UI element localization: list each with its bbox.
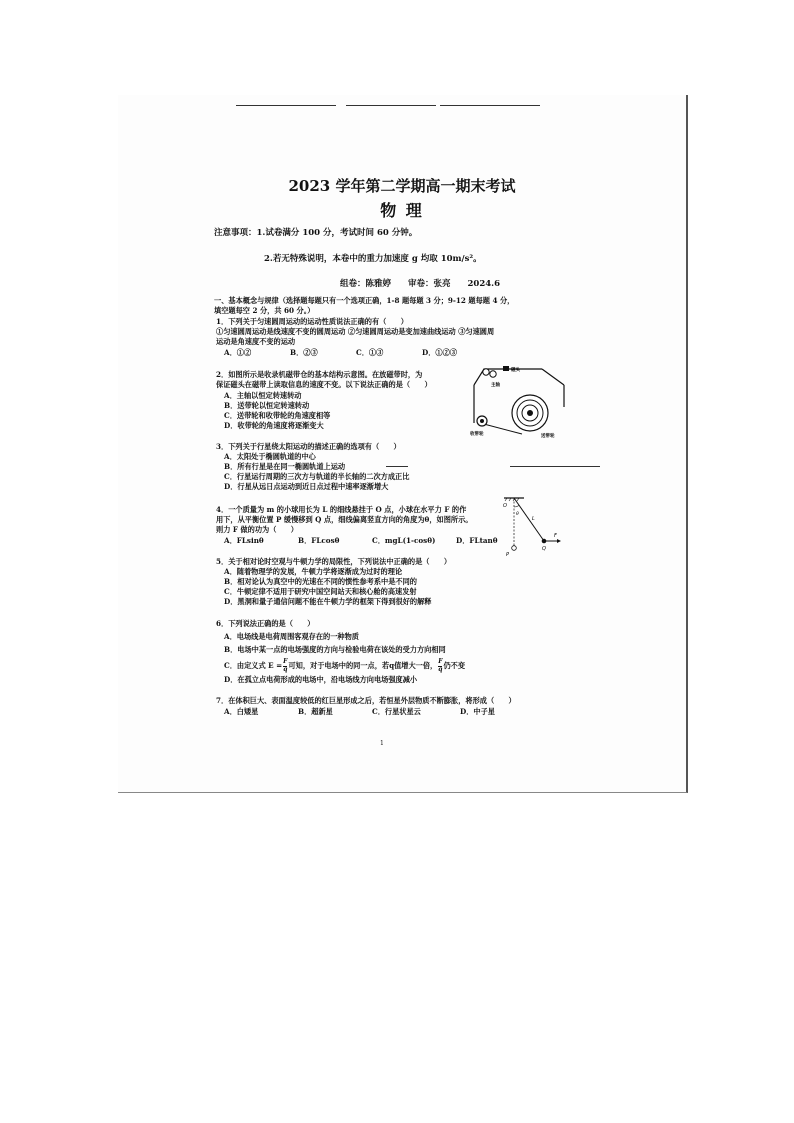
notice-2: 2.若无特殊说明，本卷中的重力加速度 g 均取 10m/s²。 xyxy=(264,254,482,264)
label-supply: 送带轮 xyxy=(541,434,555,439)
label-l: L xyxy=(532,516,535,522)
q3-option-d: D．行星从远日点运动到近日点过程中速率逐渐增大 xyxy=(224,482,389,491)
q1-line3: 运动是角速度不变的运动 xyxy=(216,337,296,346)
q7-option-c: C．行星状星云 xyxy=(372,707,421,716)
q2-option-d: D．收带轮的角速度将逐渐变大 xyxy=(224,421,324,430)
tape-deck-diagram xyxy=(464,363,572,443)
label-o: O xyxy=(503,503,507,509)
section-heading: 一、基本概念与规律（选择题每题只有一个选项正确，1-8 题每题 3 分；9-12 题每题 4 分， xyxy=(214,296,515,305)
label-f: F xyxy=(554,533,557,539)
q7-option-a: A．白矮星 xyxy=(224,707,259,716)
q1-line2: ①匀速圆周运动是线速度不变的圆周运动 ②匀速圆周运动是变加速曲线运动 ③匀速圆周 xyxy=(216,327,495,336)
q6-option-b: B．电场中某一点的电场强度的方向与检验电荷在该处的受力方向相同 xyxy=(224,645,446,654)
q4-line3: 则力 F 做的功为（ ） xyxy=(216,525,298,534)
q4-option-a: A．FLsinθ xyxy=(224,536,264,545)
label-head: 磁头 xyxy=(511,368,520,373)
notice-1: 注意事项：1.试卷满分 100 分，考试时间 60 分钟。 xyxy=(214,228,418,238)
label-q: Q xyxy=(542,546,546,552)
q1-option-c: C．①③ xyxy=(356,348,384,357)
scan-line xyxy=(346,105,436,106)
exam-sheet xyxy=(118,95,688,793)
q7-stem: 7．在体积巨大、表面温度较低的红巨星形成之后，若恒星外层物质不断膨胀，将形成（ ） xyxy=(216,696,516,705)
capstan-icon xyxy=(490,371,496,377)
q4-line1: 4．一个质量为 m 的小球用长为 L 的细线悬挂于 O 点，小球在水平力 F 的作 xyxy=(216,505,467,514)
section-heading-2: 填空题每空 2 分，共 60 分。） xyxy=(214,306,315,315)
q3-option-a: A．太阳处于椭圆轨道的中心 xyxy=(224,452,316,461)
ball-p-icon xyxy=(512,546,517,551)
guide-roller-icon xyxy=(483,369,489,375)
q5-option-b: B．相对论认为真空中的光速在不同的惯性参考系中是不同的 xyxy=(224,577,417,586)
q7-option-d: D．中子星 xyxy=(460,707,495,716)
scan-line xyxy=(236,105,336,106)
scan-mark xyxy=(510,466,600,467)
fraction-f-over-q-2: $\frac{F}{q}$ xyxy=(438,658,443,673)
q1-stem: 1．下列关于匀速圆周运动的运动性质说法正确的有（ ） xyxy=(216,317,408,326)
q1-option-a: A．①② xyxy=(224,348,252,357)
q2-option-c: C．送带轮和收带轮的角速度相等 xyxy=(224,411,331,420)
label-p: P xyxy=(506,552,510,557)
subject-title: 物 理 xyxy=(380,201,424,220)
q2-line1: 2．如图所示是收录机磁带仓的基本结构示意图。在放磁带时，为 xyxy=(216,370,423,379)
credits: 组卷：陈雅婷 审卷：张亮 2024.6 xyxy=(340,279,501,289)
q2-option-b: B．送带轮以恒定转速转动 xyxy=(224,401,310,410)
q5-option-d: D．黑洞和量子通信问题不能在牛顿力学的框架下得到很好的解释 xyxy=(224,597,432,606)
q6-option-d: D．在孤立点电荷形成的电场中，沿电场线方向电场强度减小 xyxy=(224,675,418,684)
q6-stem: 6．下列说法正确的是（ ） xyxy=(216,619,315,628)
q3-stem: 3．下列关于行星绕太阳运动的描述正确的选项有（ ） xyxy=(216,442,401,451)
q6-option-a: A．电场线是电荷周围客观存在的一种物质 xyxy=(224,632,359,641)
q2-option-a: A．主轴以恒定转速转动 xyxy=(224,391,302,400)
q7-option-b: B．超新星 xyxy=(298,707,333,716)
q6-option-c xyxy=(224,659,465,673)
q5-stem: 5．关于相对论时空观与牛顿力学的局限性，下列说法中正确的是（ ） xyxy=(216,557,452,566)
label-capstan: 主轴 xyxy=(491,383,500,388)
page-number: 1 xyxy=(380,740,384,747)
q1-option-d: D．①②③ xyxy=(422,348,457,357)
q2-line2: 保证磁头在磁带上读取信息的速度不变。以下说法正确的是（ ） xyxy=(216,380,432,389)
q3-option-b: B．所有行星是在同一椭圆轨道上运动 xyxy=(224,462,346,471)
q5-option-c: C．牛顿定律不适用于研究中国空间站天和核心舱的高速发射 xyxy=(224,587,417,596)
q3-option-c: C．行星运行周期的三次方与轨道的半长轴的二次方成正比 xyxy=(224,472,410,481)
pendulum-diagram xyxy=(502,495,562,557)
fraction-f-over-q: $\frac{F}{q}$ xyxy=(283,658,288,673)
q5-option-a: A．随着物理学的发展，牛顿力学将逐渐成为过时的理论 xyxy=(224,567,403,576)
q4-line2: 用下，从平衡位置 P 缓慢移到 Q 点，细线偏离竖直方向的角度为θ，如图所示。 xyxy=(216,515,473,524)
q4-option-b: B．FLcosθ xyxy=(298,536,340,545)
q6-option-c-post: 仍不变 xyxy=(443,661,466,670)
q4-option-c: C．mgL(1-cosθ) xyxy=(372,536,436,545)
label-takeup: 收带轮 xyxy=(470,432,484,437)
q1-option-b: B．②③ xyxy=(290,348,318,357)
label-theta: θ xyxy=(516,512,519,517)
exam-title: 2023 学年第二学期高一期末考试 xyxy=(288,177,516,195)
q6-option-c-mid: 可知，对于电场中的同一点，若q值增大一倍， xyxy=(288,661,438,670)
scan-mark xyxy=(386,466,408,467)
tape-head-icon xyxy=(503,366,509,371)
q6-option-c-pre: C．由定义式 E = xyxy=(224,661,283,670)
q4-option-d: D．FLtanθ xyxy=(456,536,498,545)
scan-line xyxy=(440,105,540,106)
